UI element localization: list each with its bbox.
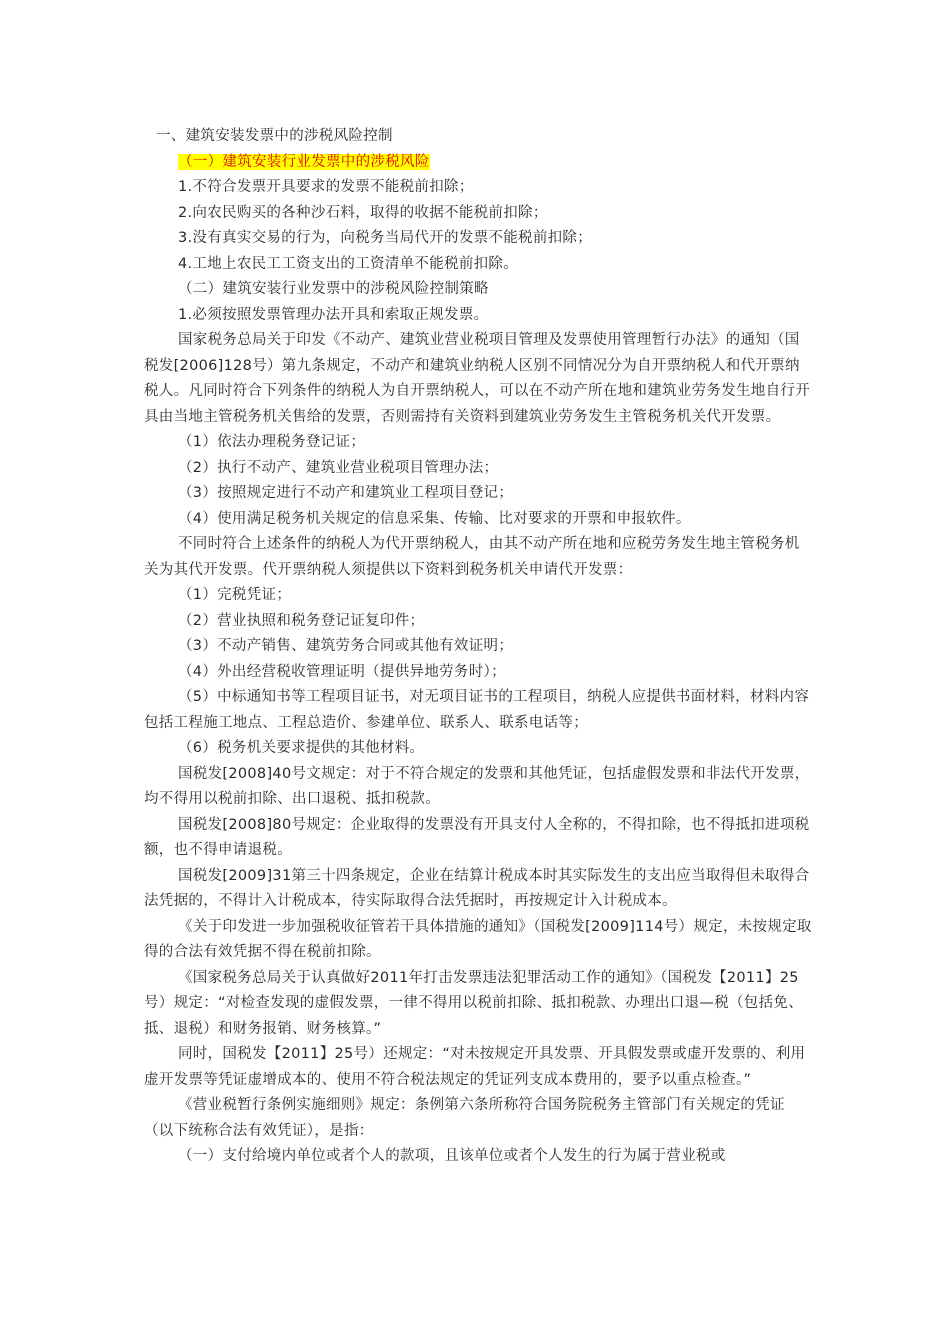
risk-item: 1.不符合发票开具要求的发票不能税前扣除； <box>178 179 474 195</box>
risk-item: 3.没有真实交易的行为，向税务当局代开的发票不能税前扣除； <box>178 230 593 246</box>
paragraph-2011-25a: 《国家税务总局关于认真做好2011年打击发票违法犯罪活动工作的通知》（国税发【2011】25号）规定：“对检查发现的虚假发票，一律不得用以税前扣除、抵扣税款、办理出口退—税（包括免、抵、退税）和财务报销、财务核算。” <box>144 969 804 1037</box>
strategy-item: 1.必须按照发票管理办法开具和索取正规发票。 <box>178 306 489 323</box>
material-item: （3）不动产销售、建筑劳务合同或其他有效证明； <box>178 638 514 654</box>
section-2-title: （二）建筑安装行业发票中的涉税风险控制策略 <box>178 281 489 297</box>
section-1-title <box>144 150 814 176</box>
condition-item: （4）使用满足税务机关规定的信息采集、传输、比对要求的开票和申报软件。 <box>178 510 691 527</box>
paragraph-rules: 《营业税暂行条例实施细则》规定：条例第六条所称符合国务院税务主管部门有关规定的凭证（以下统称合法有效凭证），是指： <box>144 1097 785 1139</box>
paragraph-2009-31: 国税发[2009]31第三十四条规定，企业在结算计税成本时其实际发生的支出应当取得但未取得合法凭据的，不得计入计税成本，待实际取得合法凭据时，再按规定计入计税成本。 <box>144 867 810 909</box>
paragraph-notice: 国家税务总局关于印发《不动产、建筑业营业税项目管理及发票使用管理暂行办法》的通知（国税发[2006]128号）第九条规定，不动产和建筑业纳税人区别不同情况分为自开票纳税人和代开票纳税人。凡同时符合下列条件的纳税人为自开票纳税人，可以在不动产所在地和建筑业劳务发生地自行开具由当地主管税务机关售给的发票，否则需持有关资料到建筑业劳务发生主管税务机关代开发票。 <box>144 332 810 425</box>
risk-item: 2.向农民购买的各种沙石料，取得的收据不能税前扣除； <box>178 204 548 221</box>
document-body <box>144 124 814 1170</box>
paragraph-2008-40: 国税发[2008]40号文规定：对于不符合规定的发票和其他凭证，包括虚假发票和非法代开发票，均不得用以税前扣除、出口退税、抵扣税款。 <box>144 765 810 807</box>
material-item: （2）营业执照和税务登记证复印件； <box>178 612 425 629</box>
paragraph-agent: 不同时符合上述条件的纳税人为代开票纳税人，由其不动产所在地和应税劳务发生地主管税务机关为其代开发票。代开票纳税人须提供以下资料到税务机关申请代开发票： <box>144 536 800 578</box>
document-heading: 一、建筑安装发票中的涉税风险控制 <box>156 128 393 144</box>
condition-item: （3）按照规定进行不动产和建筑业工程项目登记； <box>178 485 514 501</box>
risk-item: 4.工地上农民工工资支出的工资清单不能税前扣除。 <box>178 255 519 272</box>
highlighted-title: （一）建筑安装行业发票中的涉税风险 <box>178 153 430 170</box>
paragraph-2009-114: 《关于印发进一步加强税收征管若干具体措施的通知》（国税发[2009]114号）规定，未按规定取得的合法有效凭据不得在税前扣除。 <box>144 918 812 960</box>
paragraph-2011-25b: 同时，国税发【2011】25号）还规定：“对未按规定开具发票、开具假发票或虚开发票的、利用虚开发票等凭证虚增成本的、使用不符合税法规定的凭证列支成本费用的，要予以重点检查。” <box>144 1046 806 1088</box>
material-item: （5）中标通知书等工程项目证书，对无项目证书的工程项目，纳税人应提供书面材料，材料内容包括工程施工地点、工程总造价、参建单位、联系人、联系电话等； <box>144 689 810 731</box>
paragraph-last: （一）支付给境内单位或者个人的款项，且该单位或者个人发生的行为属于营业税或 <box>178 1148 726 1164</box>
material-item: （4）外出经营税收管理证明（提供异地劳务时）； <box>178 663 506 680</box>
material-item: （1）完税凭证； <box>178 587 292 603</box>
paragraph-2008-80: 国税发[2008]80号规定：企业取得的发票没有开具支付人全称的，不得扣除，也不得抵扣进项税额，也不得申请退税。 <box>144 816 810 858</box>
condition-item: （2）执行不动产、建筑业营业税项目管理办法； <box>178 459 499 476</box>
condition-item: （1）依法办理税务登记证； <box>178 434 366 450</box>
material-item: （6）税务机关要求提供的其他材料。 <box>178 740 425 756</box>
